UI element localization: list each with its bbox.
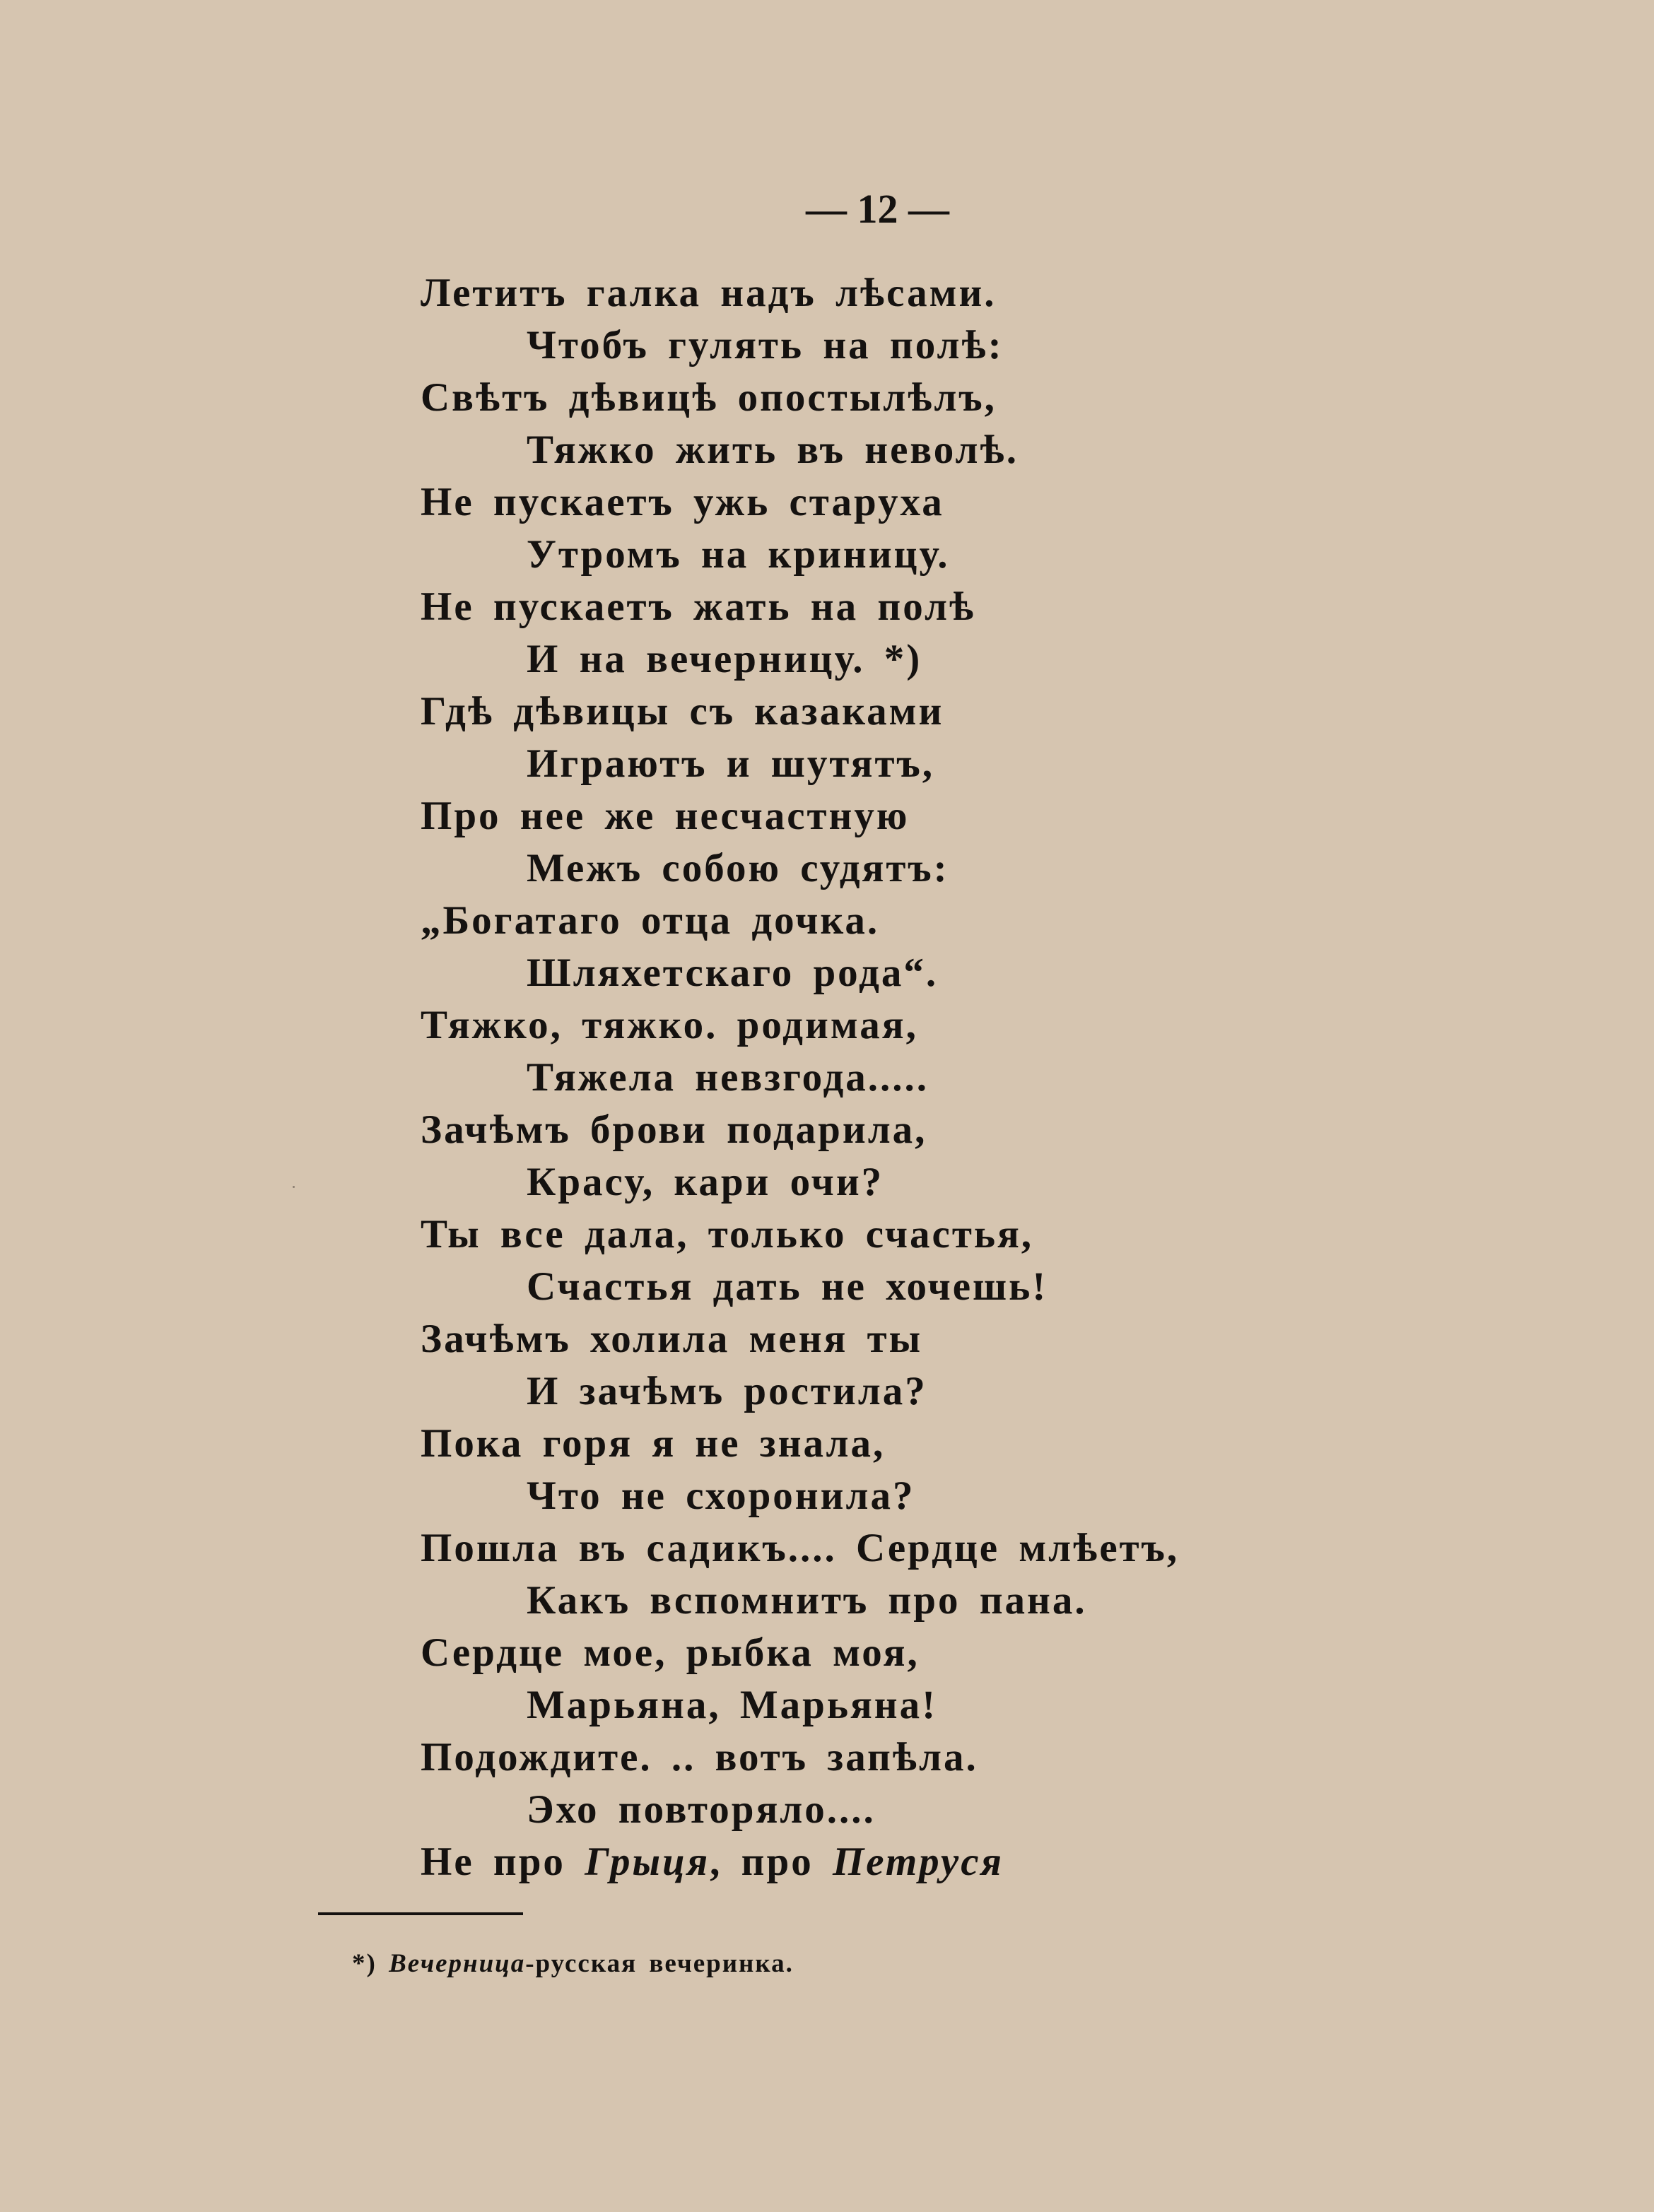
poem-line: Чтобъ гулять на полѣ: [527,323,1004,367]
poem-line: Гдѣ дѣвицы съ казаками [421,689,944,734]
poem [421,267,1179,1888]
poem-line: Зачѣмъ холила меня ты [421,1317,923,1361]
poem-line: Не пускаетъ жать на полѣ [421,584,976,629]
poem-line: Зачѣмъ брови подарила, [421,1107,927,1152]
poem-line: Подождите. .. вотъ запѣла. [421,1735,978,1779]
poem-line: Утромъ на криницу. [527,532,950,577]
poem-line: И на вечерницу. *) [527,637,922,681]
poem-line: Шляхетскаго рода“. [527,951,939,995]
poem-line: Какъ вспомнитъ про пана. [527,1578,1087,1623]
poem-line: Эхо повторяло.... [527,1787,876,1832]
poem-line: Межъ собою судятъ: [527,846,949,890]
poem-line: Свѣтъ дѣвицѣ опостылѣлъ, [421,375,997,420]
poem-line: Марьяна, Марьяна! [527,1683,938,1727]
poem-line: Тяжела невзгода..... [527,1055,929,1100]
footnote-definition: -русская вечеринка. [525,1949,794,1978]
poem-line-last [421,1836,1179,1888]
last-line-text: , про [710,1840,833,1884]
poem-line: Что не схоронила? [527,1473,915,1518]
footnote-marker: *) [352,1949,389,1978]
poem-line: Счастья дать не хочешь! [527,1264,1048,1309]
poem-line: Сердце мое, рыбка моя, [421,1630,920,1675]
poem-line: Тяжко, тяжко. родимая, [421,1003,918,1047]
footnote-term: Вечерница [389,1949,526,1978]
poem-line: Играютъ и шутятъ, [527,741,934,786]
poem-line: Летитъ галка надъ лѣсами. [421,271,997,315]
poem-line: Пошла въ садикъ.... Сердце млѣетъ, [421,1526,1180,1570]
last-line-name: Петруся [832,1840,1004,1884]
poem-line: Не пускаетъ ужь старуха [421,480,944,524]
poem-line: Красу, кари очи? [527,1160,884,1204]
footnote-rule [318,1912,523,1915]
page-number: — 12 — [806,186,949,232]
poem-line: „Богатаго отца дочка. [421,898,880,943]
last-line-name: Грыця [585,1840,710,1884]
poem-line: Про нее же несчастную [421,794,910,838]
poem-line: И зачѣмъ ростила? [527,1369,927,1413]
poem-line: Тяжко жить въ неволѣ. [527,428,1019,472]
last-line-text: Не про [421,1840,585,1884]
poem-line: Пока горя я не знала, [421,1421,886,1466]
page-speck [293,1186,295,1188]
footnote [352,1946,794,1982]
poem-line: Ты все дала, только счастья, [421,1212,1034,1257]
